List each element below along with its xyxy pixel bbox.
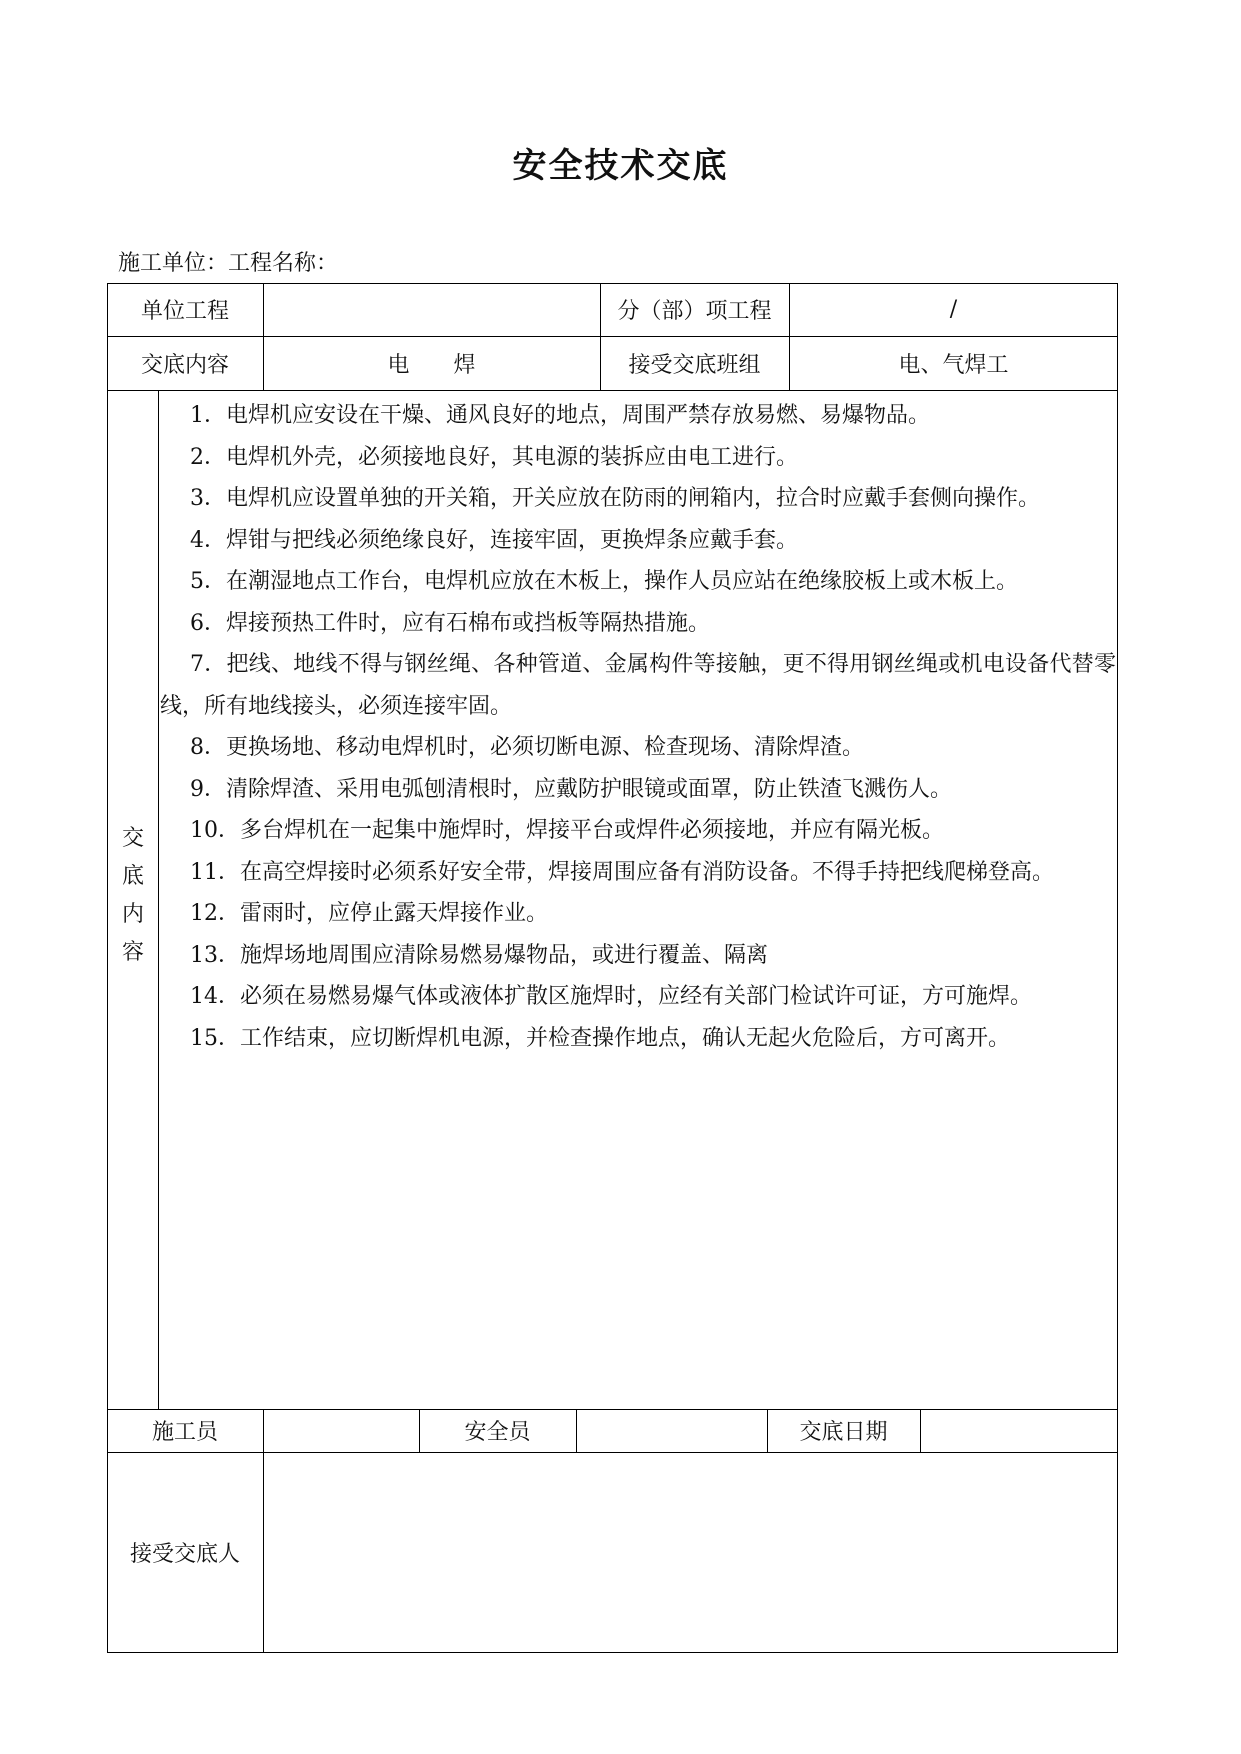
side-label-char: 交	[121, 826, 144, 851]
subitem-project-label: 分（部）项工程	[617, 299, 772, 324]
side-label-char: 底	[121, 864, 144, 889]
briefing-item: 7．把线、地线不得与钢丝绳、各种管道、金属构件等接触，更不得用钢丝绳或机电设备代替零线，所有地线接头，必须连接牢固。	[160, 652, 1116, 719]
receiving-team-value[interactable]: 电、气焊工	[898, 352, 1009, 378]
briefing-item: 8．更换场地、移动电焊机时，必须切断电源、检查现场、清除焊渣。	[190, 735, 864, 760]
briefing-item: 5．在潮湿地点工作台，电焊机应放在木板上，操作人员应站在绝缘胶板上或木板上。	[190, 569, 1018, 594]
briefing-item: 10．多台焊机在一起集中施焊时，焊接平台或焊件必须接地，并应有隔光板。	[190, 818, 944, 843]
receiver-value[interactable]	[263, 1452, 1118, 1653]
unit-project-value[interactable]	[263, 283, 600, 336]
briefing-item: 14．必须在易燃易爆气体或液体扩散区施焊时，应经有关部门检试许可证，方可施焊。	[190, 984, 1032, 1009]
row-divider	[107, 390, 1118, 391]
briefing-content-value[interactable]: 电 焊	[387, 352, 476, 378]
side-label-char: 内	[121, 902, 144, 927]
briefing-item: 2．电焊机外壳，必须接地良好，其电源的装拆应由电工进行。	[190, 444, 798, 470]
briefing-item: 11．在高空焊接时必须系好安全带，焊接周围应备有消防设备。不得手持把线爬梯登高。	[190, 859, 1054, 885]
briefing-item: 3．电焊机应设置单独的开关箱，开关应放在防雨的闸箱内，拉合时应戴手套侧向操作。	[190, 486, 1040, 511]
briefing-date-label: 交底日期	[799, 1420, 888, 1445]
worker-label: 施工员	[151, 1420, 218, 1445]
col-divider	[158, 390, 159, 1409]
worker-value[interactable]	[263, 1409, 419, 1452]
page-title: 安全技术交底	[512, 146, 729, 186]
subitem-project-value[interactable]: /	[949, 297, 958, 322]
briefing-item: 12．雷雨时，应停止露天焊接作业。	[190, 901, 548, 926]
side-label-char: 容	[121, 940, 144, 965]
briefing-item: 13．施焊场地周围应清除易燃易爆物品，或进行覆盖、隔离	[190, 942, 768, 968]
safety-officer-value[interactable]	[576, 1409, 767, 1452]
briefing-item: 15．工作结束，应切断焊机电源，并检查操作地点，确认无起火危险后，方可离开。	[190, 1025, 1010, 1051]
briefing-item: 1．电焊机应安设在干燥、通风良好的地点，周围严禁存放易燃、易爆物品。	[190, 403, 930, 428]
briefing-content-side-label	[108, 820, 158, 972]
briefing-item: 9．清除焊渣、采用电弧刨清根时，应戴防护眼镜或面罩，防止铁渣飞溅伤人。	[190, 776, 952, 802]
receiving-team-label: 接受交底班组	[628, 352, 761, 378]
header-line: 施工单位：工程名称：	[118, 251, 339, 276]
safety-officer-label: 安全员	[464, 1420, 531, 1445]
unit-project-label: 单位工程	[140, 299, 229, 324]
briefing-content-label: 交底内容	[140, 352, 229, 378]
briefing-item: 6．焊接预热工件时，应有石棉布或挡板等隔热措施。	[190, 610, 710, 636]
briefing-date-value[interactable]	[920, 1409, 1118, 1452]
receiver-label: 接受交底人	[129, 1542, 240, 1567]
briefing-item: 4．焊钳与把线必须绝缘良好，连接牢固，更换焊条应戴手套。	[190, 527, 798, 553]
briefing-items	[160, 395, 1116, 1059]
